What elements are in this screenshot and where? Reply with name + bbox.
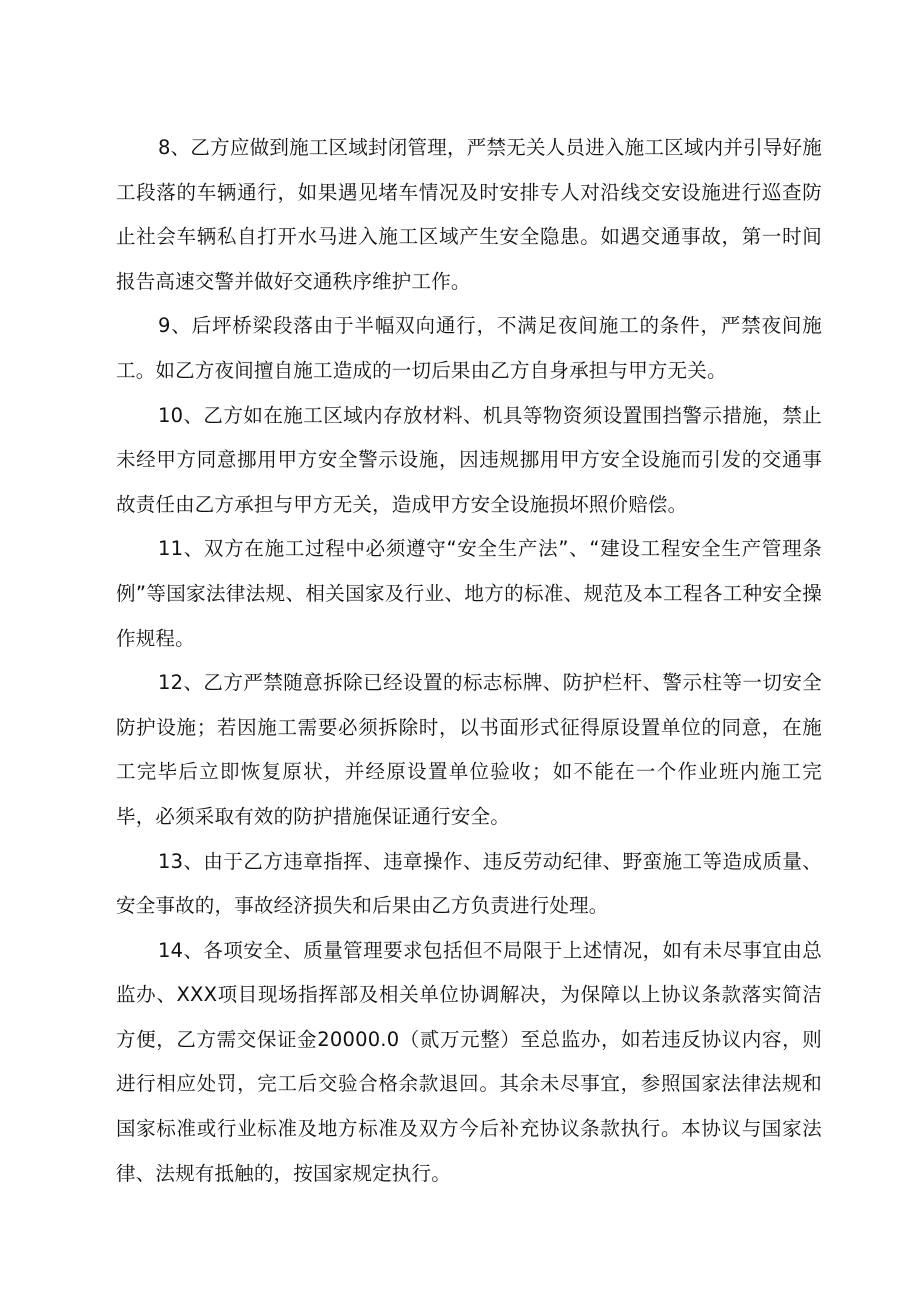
clause-11: 11、双方在施工过程中必须遵守“安全生产法”、“建设工程安全生产管理条例”等国家法律法规、相关国家及行业、地方的标准、规范及本工程各工种安全操作规程。 (116, 537, 822, 650)
clause-10: 10、乙方如在施工区域内存放材料、机具等物资须设置围挡警示措施，禁止未经甲方同意挪用甲方安全警示设施，因违规挪用甲方安全设施而引发的交通事故责任由乙方承担与甲方无关，造成甲方安全设施损坏照价赔偿。 (116, 403, 822, 516)
clause-8: 8、乙方应做到施工区域封闭管理，严禁无关人员进入施工区域内并引导好施工段落的车辆通行，如果遇见堵车情况及时安排专人对沿线交安设施进行巡查防止社会车辆私自打开水马进入施工区域产生安全隐患。如遇交通事故，第一时间报告高速交警并做好交通秩序维护工作。 (116, 136, 822, 293)
document-body (116, 126, 822, 1196)
clause-12: 12、乙方严禁随意拆除已经设置的标志标牌、防护栏杆、警示柱等一切安全防护设施；若因施工需要必须拆除时，以书面形式征得原设置单位的同意，在施工完毕后立即恢复原状，并经原设置单位验收；如不能在一个作业班内施工完毕，必须采取有效的防护措施保证通行安全。 (116, 671, 822, 828)
clause-13: 13、由于乙方违章指挥、违章操作、违反劳动纪律、野蛮施工等造成质量、安全事故的，事故经济损失和后果由乙方负责进行处理。 (116, 849, 822, 918)
clause-14: 14、各项安全、质量管理要求包括但不局限于上述情况，如有未尽事宜由总监办、XXX项目现场指挥部及相关单位协调解决，为保障以上协议条款落实简洁方便，乙方需交保证金20000.0（贰万元整）至总监办，如若违反协议内容，则进行相应处罚，完工后交验合格余款退回。其余未尽事宜，参照国家法律法规和国家标准或行业标准及地方标准及双方今后补充协议条款执行。本协议与国家法律、法规有抵触的，按国家规定执行。 (116, 938, 822, 1185)
clause-9: 9、后坪桥梁段落由于半幅双向通行，不满足夜间施工的条件，严禁夜间施工。如乙方夜间擅自施工造成的一切后果由乙方自身承担与甲方无关。 (116, 314, 822, 382)
